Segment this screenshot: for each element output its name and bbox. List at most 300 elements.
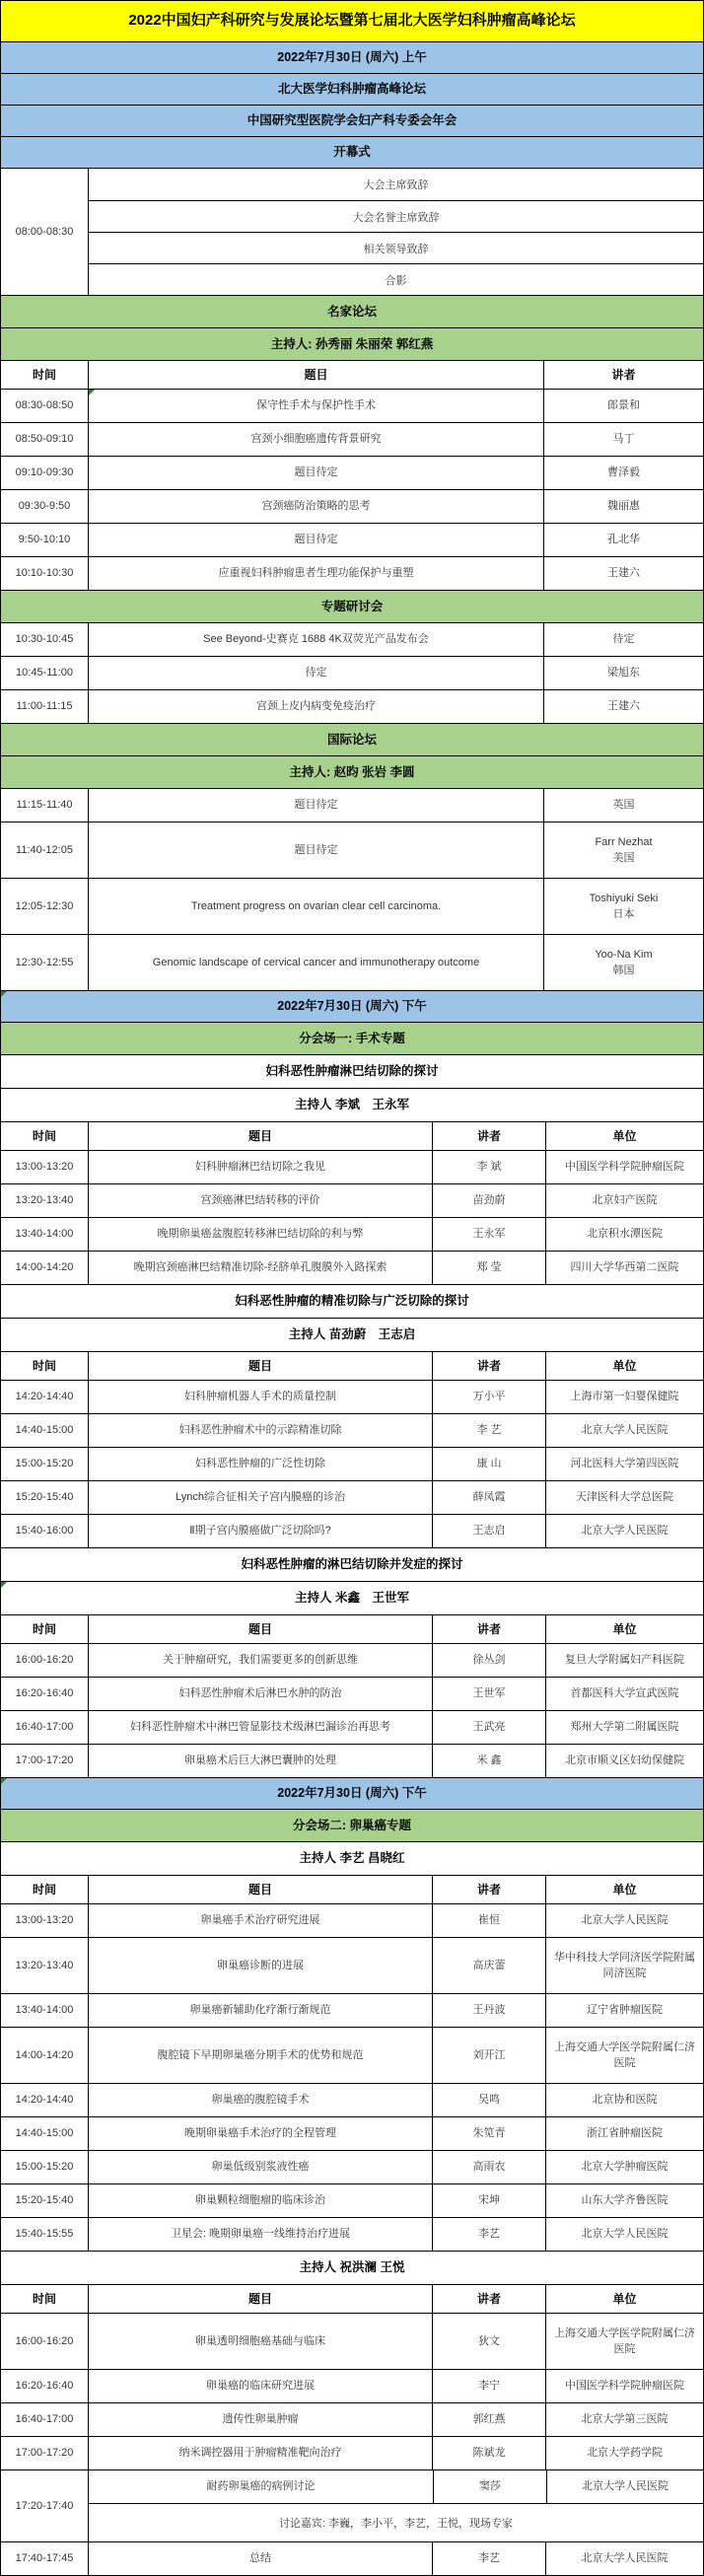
subsection-banner-row xyxy=(1,1088,703,1121)
time-cell: 08:30-08:50 xyxy=(15,399,74,412)
speaker-country: 日本 xyxy=(612,908,635,920)
time-cell: 16:40-17:00 xyxy=(15,2413,74,2426)
time-cell: 9:50-10:10 xyxy=(18,534,71,546)
section-banner-row xyxy=(1,1809,703,1841)
time-cell: 13:20-13:40 xyxy=(15,1194,74,1207)
unit-cell: 北京协和医院 xyxy=(545,2084,703,2116)
speaker-name: Toshiyuki Seki xyxy=(589,892,659,904)
date-banner-row xyxy=(1,136,703,168)
topic-cell: 卫星会: 晚期卵巢癌一线维持治疗进展 xyxy=(88,2218,432,2251)
speaker-cell: 窦莎 xyxy=(433,2470,546,2503)
section-banner: 分会场二: 卵巢癌专题 xyxy=(1,1810,703,1841)
topic-cell: 宫颈癌防治策略的思考 xyxy=(88,490,543,523)
session-row xyxy=(1,2369,703,2402)
date-banner: 2022年7月30日 (周六) 下午 xyxy=(1,991,703,1022)
speaker-cell xyxy=(543,490,703,523)
time-cell: 13:00-13:20 xyxy=(15,1161,74,1174)
topic-cell: 纳米调控器用于肿瘤精准靶向治疗 xyxy=(88,2437,432,2469)
time-cell: 15:00-15:20 xyxy=(15,1458,74,1470)
section-banner: 名家论坛 xyxy=(1,296,703,327)
session-row xyxy=(1,1251,703,1284)
time-cell: 09:10-09:30 xyxy=(15,466,74,479)
speaker-name: 吴鸣 xyxy=(478,2094,500,2107)
column-header-row xyxy=(1,360,703,389)
speaker-cell xyxy=(432,2218,545,2251)
speaker-name: 李宁 xyxy=(478,2380,500,2393)
session-row xyxy=(1,422,703,456)
speaker-name: 英国 xyxy=(612,799,635,812)
speaker-name: 待定 xyxy=(612,633,635,646)
session-row xyxy=(1,1937,703,1993)
topic-column-header: 题目 xyxy=(88,1122,432,1150)
time-cell: 11:00-11:15 xyxy=(16,700,73,713)
speaker-cell xyxy=(543,557,703,590)
session-row xyxy=(1,2116,703,2150)
session-row xyxy=(1,934,703,990)
topic-cell: 耐药卵巢癌的病例讨论 xyxy=(206,2480,316,2493)
time-column-header: 时间 xyxy=(1,2285,88,2313)
topic-cell: 晚期宫颈癌淋巴结精准切除-经脐单孔腹膜外入路探索 xyxy=(88,1252,432,1284)
speaker-cell xyxy=(543,657,703,689)
topic-column-header: 题目 xyxy=(88,1876,432,1903)
speaker-column-header: 讲者 xyxy=(432,1876,545,1903)
topic-cell: 保守性手术与保护性手术 xyxy=(88,390,543,422)
section-banner: 分会场一: 手术专题 xyxy=(1,1023,703,1054)
session-row xyxy=(1,1150,703,1183)
topic-cell: 妇科肿瘤淋巴结切除之我见 xyxy=(88,1151,432,1183)
unit-cell: 上海交通大学医学院附属仁济医院 xyxy=(545,2028,703,2083)
date-banner-row xyxy=(1,990,703,1022)
date-banner-row xyxy=(1,41,703,73)
speaker-name: 刘开江 xyxy=(472,2048,506,2061)
title-banner-row xyxy=(1,1,703,41)
speaker-name: 王丹波 xyxy=(472,2004,506,2017)
speaker-name: 王世军 xyxy=(472,1687,506,1700)
session-row xyxy=(1,1903,703,1937)
session-row xyxy=(1,2027,703,2083)
topic-cell: 卵巢透明细胞癌基础与临床 xyxy=(88,2314,432,2369)
session-row xyxy=(1,622,703,656)
time-cell: 15:40-16:00 xyxy=(15,1525,74,1538)
speaker-column-header: 讲者 xyxy=(432,1615,545,1643)
column-header-row xyxy=(1,1351,703,1380)
unit-cell: 上海市第一妇婴保健院 xyxy=(545,1381,703,1413)
speaker-name: 陈斌龙 xyxy=(472,2447,506,2460)
section-banner-row xyxy=(1,590,703,622)
time-cell: 12:30-12:55 xyxy=(15,956,74,968)
speaker-cell xyxy=(543,524,703,556)
speaker-country: 韩国 xyxy=(612,965,635,976)
session-row xyxy=(1,689,703,723)
speaker-cell xyxy=(432,2314,545,2369)
time-cell: 13:40-14:00 xyxy=(15,1228,74,1241)
unit-cell: 北京大学人民医院 xyxy=(545,2542,703,2575)
topic-cell: 题目待定 xyxy=(88,823,543,878)
session-row xyxy=(1,1744,703,1777)
speaker-cell xyxy=(432,1448,545,1480)
speaker-cell xyxy=(543,423,703,456)
speaker-name: 狄文 xyxy=(478,2334,500,2347)
unit-cell: 天津医科大学总医院 xyxy=(545,1481,703,1514)
time-column-header: 时间 xyxy=(1,1876,88,1903)
discussion-case-row xyxy=(89,2470,703,2503)
speaker-cell xyxy=(432,1711,545,1744)
section-banner-row xyxy=(1,327,703,360)
topic-cell: Genomic landscape of cervical cancer and immunotherapy outcome xyxy=(88,935,543,990)
time-cell: 14:40-15:00 xyxy=(15,1424,74,1437)
time-cell: 17:40-17:45 xyxy=(15,2552,74,2565)
session-row xyxy=(1,556,703,590)
time-cell: 17:00-17:20 xyxy=(15,2447,74,2460)
speaker-cell xyxy=(432,1414,545,1447)
speaker-name: Farr Nezhat xyxy=(595,835,653,848)
topic-cell: 卵巢低级别浆液性癌 xyxy=(88,2151,432,2183)
speaker-name: 宋坤 xyxy=(478,2194,500,2207)
time-cell: 16:20-16:40 xyxy=(15,1687,74,1700)
section-banner: 国际论坛 xyxy=(1,724,703,755)
topic-cell: 遗传性卵巢肿瘤 xyxy=(88,2403,432,2436)
topic-cell: 晚期卵巢癌手术治疗的全程管理 xyxy=(88,2117,432,2150)
speaker-name: 李 艺 xyxy=(476,1424,502,1437)
time-column-header: 时间 xyxy=(1,361,88,389)
topic-cell: 妇科恶性肿瘤术中的示踪精准切除 xyxy=(88,1414,432,1447)
section-banner: 主持人: 赵昀 张岩 李圆 xyxy=(1,756,703,788)
unit-cell: 北京大学人民医院 xyxy=(545,1414,703,1447)
date-banner-row xyxy=(1,1777,703,1809)
speaker-cell xyxy=(432,2151,545,2183)
time-cell: 10:30-10:45 xyxy=(15,633,74,646)
unit-cell: 北京大学肿瘤医院 xyxy=(545,2151,703,2183)
section-banner-row xyxy=(1,755,703,788)
agenda-item-cell: 大会主席致辞 xyxy=(363,179,429,191)
unit-cell: 北京大学人民医院 xyxy=(545,1515,703,1547)
time-cell: 17:00-17:20 xyxy=(15,1754,74,1767)
time-cell: 10:10-10:30 xyxy=(15,567,74,580)
session-row xyxy=(1,822,703,878)
speaker-cell xyxy=(432,1515,545,1547)
time-cell: 14:40-15:00 xyxy=(15,2127,74,2140)
speaker-cell xyxy=(432,2542,545,2575)
unit-column-header: 单位 xyxy=(545,1876,703,1903)
agenda-item-cell: 大会名誉主席致辞 xyxy=(89,200,703,232)
date-banner-row xyxy=(1,73,703,105)
speaker-column-header: 讲者 xyxy=(432,1352,545,1380)
agenda-item-cell: 相关领导致辞 xyxy=(89,232,703,263)
date-banner: 中国研究型医院学会妇产科专委会年会 xyxy=(1,106,703,136)
title-banner: 2022中国妇产科研究与发展论坛暨第七届北大医学妇科肿瘤高峰论坛 xyxy=(1,1,703,41)
subsection-banner: 妇科恶性肿瘤的精准切除与广泛切除的探讨 xyxy=(1,1285,703,1318)
speaker-name: 王武亮 xyxy=(472,1721,506,1734)
topic-column-header: 题目 xyxy=(88,1352,432,1380)
unit-cell: 山东大学齐鲁医院 xyxy=(545,2184,703,2217)
speaker-name: 徐丛剑 xyxy=(472,1654,506,1667)
speaker-cell xyxy=(432,2084,545,2116)
topic-column-header: 题目 xyxy=(88,2285,432,2313)
speaker-name: 万小平 xyxy=(472,1391,506,1403)
unit-cell: 北京大学人民医院 xyxy=(546,2470,703,2503)
speaker-column-header: 讲者 xyxy=(432,2285,545,2313)
note-cell: 讨论嘉宾: 李巍，李小平，李艺，王悦，现场专家 xyxy=(89,2503,703,2541)
section-banner-row xyxy=(1,1022,703,1054)
time-cell: 12:05-12:30 xyxy=(15,899,74,912)
subsection-banner-row xyxy=(1,1547,703,1581)
time-cell: 14:20-14:40 xyxy=(15,2094,74,2107)
time-cell: 13:20-13:40 xyxy=(15,1959,74,1971)
speaker-cell xyxy=(432,1904,545,1937)
topic-cell: Ⅱ期子宫内膜癌做广泛切除吗? xyxy=(88,1515,432,1547)
speaker-country: 美国 xyxy=(612,852,635,864)
time-cell: 14:00-14:20 xyxy=(15,1261,74,1274)
session-row xyxy=(1,1993,703,2027)
unit-cell: 北京大学人民医院 xyxy=(545,1904,703,1937)
section-banner-row xyxy=(1,723,703,755)
speaker-name: 崔恒 xyxy=(478,1914,500,1927)
speaker-name: 郎景和 xyxy=(607,399,640,412)
session-row xyxy=(1,1447,703,1480)
speaker-name: 郭红燕 xyxy=(472,2413,506,2426)
date-banner-row xyxy=(1,105,703,136)
topic-cell: 卵巢癌的腹腔镜手术 xyxy=(88,2084,432,2116)
subsection-banner-row xyxy=(1,1054,703,1088)
speaker-name: 康 山 xyxy=(476,1458,502,1470)
section-banner: 专题研讨会 xyxy=(1,591,703,622)
speaker-cell xyxy=(543,879,703,934)
subsection-banner: 妇科恶性肿瘤淋巴结切除的探讨 xyxy=(1,1055,703,1088)
speaker-name: 梁旭东 xyxy=(607,667,640,680)
time-cell: 13:40-14:00 xyxy=(15,2004,74,2017)
time-column-header: 时间 xyxy=(1,1615,88,1643)
discussion-row xyxy=(1,2469,703,2541)
topic-cell: Lynch综合征相关子宫内膜癌的诊治 xyxy=(88,1481,432,1514)
speaker-name: 李艺 xyxy=(478,2552,500,2565)
session-row xyxy=(1,2541,703,2575)
session-row xyxy=(1,2402,703,2436)
topic-cell: 应重视妇科肿瘤患者生理功能保护与重塑 xyxy=(88,557,543,590)
subsection-banner-row xyxy=(1,2251,703,2284)
time-cell: 15:20-15:40 xyxy=(15,1491,74,1504)
session-row xyxy=(1,1380,703,1413)
time-cell: 16:00-16:20 xyxy=(15,1654,74,1667)
speaker-cell xyxy=(432,2117,545,2150)
session-row xyxy=(1,489,703,523)
topic-cell: See Beyond-史赛克 1688 4K双荧光产品发布会 xyxy=(88,623,543,656)
time-cell: 09:30-9:50 xyxy=(18,500,71,513)
time-cell: 15:00-15:20 xyxy=(15,2161,74,2174)
speaker-name: 苗劲蔚 xyxy=(472,1194,506,1207)
session-row xyxy=(1,1514,703,1547)
unit-cell: 北京妇产医院 xyxy=(545,1184,703,1217)
subsection-banner-row xyxy=(1,1841,703,1875)
speaker-name: 高雨农 xyxy=(472,2161,506,2174)
session-row xyxy=(1,2217,703,2251)
speaker-name: 郑 莹 xyxy=(476,1261,502,1274)
session-row xyxy=(1,2150,703,2183)
agenda-item-cell: 合影 xyxy=(89,263,703,295)
speaker-cell xyxy=(432,1994,545,2027)
speaker-name: 孔北华 xyxy=(607,534,640,546)
session-row xyxy=(1,656,703,689)
time-cell: 16:40-17:00 xyxy=(15,1721,74,1734)
section-banner: 主持人: 孙秀丽 朱丽荣 郭红燕 xyxy=(1,328,703,360)
column-header-row xyxy=(1,1614,703,1643)
speaker-name: 米 鑫 xyxy=(476,1754,502,1767)
speaker-cell xyxy=(543,823,703,878)
speaker-cell xyxy=(543,789,703,822)
topic-cell: 卵巢癌术后巨大淋巴囊肿的处理 xyxy=(88,1745,432,1777)
session-row xyxy=(1,2313,703,2369)
time-cell: 08:00-08:30 xyxy=(15,225,74,238)
topic-cell: 宫颈小细胞癌遗传背景研究 xyxy=(88,423,543,456)
subsection-banner: 妇科恶性肿瘤的淋巴结切除并发症的探讨 xyxy=(1,1548,703,1581)
session-row xyxy=(1,523,703,556)
topic-cell: 妇科恶性肿瘤术中淋巴管显影技术级淋巴漏诊治再思考 xyxy=(88,1711,432,1744)
speaker-cell xyxy=(543,623,703,656)
unit-column-header: 单位 xyxy=(545,2285,703,2313)
speaker-cell xyxy=(432,2370,545,2402)
topic-cell: 待定 xyxy=(88,657,543,689)
topic-cell: 总结 xyxy=(88,2542,432,2575)
speaker-name: 王建六 xyxy=(607,567,640,580)
speaker-name: 李 斌 xyxy=(476,1161,502,1174)
topic-cell: 题目待定 xyxy=(88,524,543,556)
column-header-row xyxy=(1,1121,703,1150)
speaker-name: 李艺 xyxy=(478,2228,500,2241)
unit-cell: 北京积水潭医院 xyxy=(545,1218,703,1251)
date-banner: 北大医学妇科肿瘤高峰论坛 xyxy=(1,74,703,105)
topic-cell: 题目待定 xyxy=(88,789,543,822)
unit-cell: 首都医科大学宣武医院 xyxy=(545,1678,703,1710)
topic-cell: 题目待定 xyxy=(88,457,543,489)
time-cell: 16:20-16:40 xyxy=(15,2380,74,2393)
unit-cell: 辽宁省肿瘤医院 xyxy=(545,1994,703,2027)
speaker-cell xyxy=(432,1938,545,1993)
speaker-column-header: 讲者 xyxy=(543,361,703,389)
unit-cell: 北京市顺义区妇幼保健院 xyxy=(545,1745,703,1777)
session-row xyxy=(1,389,703,422)
session-row xyxy=(1,2083,703,2116)
time-cell: 14:00-14:20 xyxy=(15,2048,74,2061)
unit-column-header: 单位 xyxy=(545,1615,703,1643)
speaker-cell xyxy=(543,390,703,422)
session-row xyxy=(1,2436,703,2469)
speaker-cell xyxy=(432,1218,545,1251)
unit-cell: 郑州大学第二附属医院 xyxy=(545,1711,703,1744)
speaker-name: 魏丽惠 xyxy=(607,500,640,513)
unit-cell: 北京大学第三医院 xyxy=(545,2403,703,2436)
topic-cell: 妇科恶性肿瘤的广泛性切除 xyxy=(88,1448,432,1480)
speaker-cell xyxy=(432,1745,545,1777)
speaker-cell xyxy=(432,1678,545,1710)
time-cell: 10:45-11:00 xyxy=(16,667,73,680)
speaker-name: 马丁 xyxy=(612,433,635,446)
opening-ceremony-row xyxy=(1,168,703,295)
speaker-name: Yoo-Na Kim xyxy=(595,948,653,961)
unit-cell: 浙江省肿瘤医院 xyxy=(545,2117,703,2150)
session-row xyxy=(1,1677,703,1710)
speaker-column-header: 讲者 xyxy=(432,1122,545,1150)
speaker-cell xyxy=(432,1481,545,1514)
topic-cell: 卵巢癌诊断的进展 xyxy=(88,1938,432,1993)
topic-cell: 卵巢颗粒细胞瘤的临床诊治 xyxy=(88,2184,432,2217)
session-row xyxy=(1,1643,703,1677)
topic-cell: Treatment progress on ovarian clear cell carcinoma. xyxy=(88,879,543,934)
topic-cell: 腹腔镜下早期卵巢癌分期手术的优势和规范 xyxy=(88,2028,432,2083)
opening-items xyxy=(88,169,703,295)
unit-column-header: 单位 xyxy=(545,1352,703,1380)
subsection-banner: 主持人 李艺 昌晓红 xyxy=(1,1842,703,1875)
speaker-cell xyxy=(432,2403,545,2436)
session-row xyxy=(1,878,703,934)
unit-cell: 中国医学科学院肿瘤医院 xyxy=(545,2370,703,2402)
speaker-name: 朱笕青 xyxy=(472,2127,506,2140)
unit-cell: 复旦大学附属妇产科医院 xyxy=(545,1644,703,1677)
topic-cell: 关于肿瘤研究，我们需要更多的创新思维 xyxy=(88,1644,432,1677)
session-row xyxy=(1,1480,703,1514)
session-row xyxy=(1,1710,703,1744)
session-row xyxy=(1,1217,703,1251)
unit-cell: 河北医科大学第四医院 xyxy=(545,1448,703,1480)
time-cell: 08:50-09:10 xyxy=(15,433,74,446)
topic-cell: 卵巢癌手术治疗研究进展 xyxy=(88,1904,432,1937)
speaker-cell xyxy=(543,457,703,489)
speaker-cell xyxy=(432,1151,545,1183)
topic-cell: 宫颈上皮内病变免疫治疗 xyxy=(88,690,543,723)
date-banner: 开幕式 xyxy=(1,137,703,168)
time-cell: 14:20-14:40 xyxy=(15,1391,74,1403)
speaker-cell xyxy=(432,2184,545,2217)
speaker-cell xyxy=(432,1184,545,1217)
time-column-header: 时间 xyxy=(1,1122,88,1150)
topic-column-header: 题目 xyxy=(88,1615,432,1643)
subsection-banner: 主持人 李斌 王永军 xyxy=(1,1089,703,1121)
subsection-banner: 主持人 米鑫 王世军 xyxy=(1,1582,703,1614)
subsection-banner-row xyxy=(1,1581,703,1614)
speaker-cell xyxy=(543,935,703,990)
column-header-row xyxy=(1,1875,703,1903)
speaker-name: 薛凤霞 xyxy=(472,1491,506,1504)
speaker-cell xyxy=(432,2437,545,2469)
speaker-name: 王志启 xyxy=(472,1525,506,1538)
topic-cell: 卵巢癌新辅助化疗渐行渐规范 xyxy=(88,1994,432,2027)
session-row xyxy=(1,788,703,822)
speaker-cell xyxy=(543,690,703,723)
speaker-cell xyxy=(432,2028,545,2083)
time-cell: 16:00-16:20 xyxy=(15,2334,74,2347)
time-cell: 15:40-15:55 xyxy=(15,2228,74,2241)
unit-cell: 四川大学华西第二医院 xyxy=(545,1252,703,1284)
time-cell: 11:40-12:05 xyxy=(16,843,73,856)
date-banner: 2022年7月30日 (周六) 下午 xyxy=(1,1778,703,1809)
session-row xyxy=(1,1183,703,1217)
topic-cell: 妇科肿瘤机器人手术的质量控制 xyxy=(88,1381,432,1413)
subsection-banner: 主持人 祝洪澜 王悦 xyxy=(1,2252,703,2284)
topic-cell: 晚期卵巢癌盆腹腔转移淋巴结切除的利与弊 xyxy=(88,1218,432,1251)
column-header-row xyxy=(1,2284,703,2313)
session-row xyxy=(1,456,703,489)
unit-cell: 北京大学人民医院 xyxy=(545,2218,703,2251)
unit-cell: 中国医学科学院肿瘤医院 xyxy=(545,1151,703,1183)
time-cell: 17:20-17:40 xyxy=(15,2499,74,2512)
time-cell: 11:15-11:40 xyxy=(16,799,73,812)
date-banner: 2022年7月30日 (周六) 上午 xyxy=(1,42,703,73)
time-column-header: 时间 xyxy=(1,1352,88,1380)
unit-cell: 北京大学药学院 xyxy=(545,2437,703,2469)
speaker-name: 高庆蕾 xyxy=(472,1959,506,1971)
unit-cell: 上海交通大学医学院附属仁济医院 xyxy=(545,2314,703,2369)
subsection-banner-row xyxy=(1,1284,703,1318)
time-cell: 13:00-13:20 xyxy=(15,1914,74,1927)
session-row xyxy=(1,2183,703,2217)
